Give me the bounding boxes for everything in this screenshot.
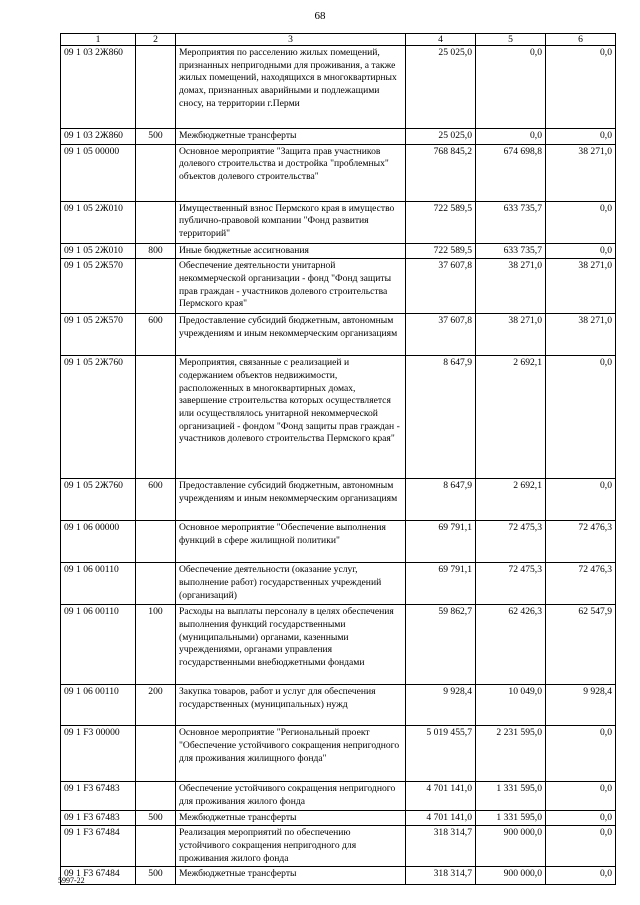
value-cell: 0,0 <box>546 479 616 521</box>
value-cell: 8 647,9 <box>406 356 476 479</box>
value-cell: 768 845,2 <box>406 144 476 201</box>
value-cell: 72 475,3 <box>476 563 546 605</box>
name-cell: Обеспечение деятельности унитарной некоммерческой организации - фонд "Фонд защиты прав граждан - участников долевого строительства Пермского края" <box>176 259 406 314</box>
value-cell: 900 000,0 <box>476 826 546 867</box>
header-cell: 6 <box>546 34 616 46</box>
value-cell: 0,0 <box>476 129 546 145</box>
table-row <box>61 726 616 782</box>
budget-table <box>60 33 616 885</box>
table-row <box>61 563 616 605</box>
value-cell: 69 791,1 <box>406 563 476 605</box>
code-cell: 09 1 06 00110 <box>61 563 136 605</box>
table-row <box>61 201 616 243</box>
value-cell: 72 476,3 <box>546 563 616 605</box>
table-row <box>61 129 616 145</box>
code-cell: 09 1 03 2Ж860 <box>61 129 136 145</box>
code-cell: 09 1 F3 67483 <box>61 810 136 826</box>
header-cell: 4 <box>406 34 476 46</box>
value-cell: 69 791,1 <box>406 521 476 563</box>
name-cell: Обеспечение устойчивого сокращения непригодного для проживания жилого фонда <box>176 782 406 810</box>
code-cell: 09 1 05 2Ж010 <box>61 243 136 259</box>
value-cell: 72 475,3 <box>476 521 546 563</box>
type-cell <box>136 201 176 243</box>
code-cell: 09 1 F3 00000 <box>61 726 136 782</box>
type-cell: 800 <box>136 243 176 259</box>
value-cell: 633 735,7 <box>476 243 546 259</box>
value-cell: 38 271,0 <box>546 259 616 314</box>
table-row <box>61 243 616 259</box>
code-cell: 09 1 06 00000 <box>61 521 136 563</box>
value-cell: 2 231 595,0 <box>476 726 546 782</box>
code-cell: 09 1 F3 67483 <box>61 782 136 810</box>
type-cell: 200 <box>136 685 176 726</box>
value-cell: 0,0 <box>546 726 616 782</box>
value-cell: 10 049,0 <box>476 685 546 726</box>
value-cell: 62 426,3 <box>476 605 546 685</box>
header-cell: 1 <box>61 34 136 46</box>
name-cell: Предоставление субсидий бюджетным, автономным учреждениям и иным некоммерческим организациям <box>176 479 406 521</box>
value-cell: 722 589,5 <box>406 201 476 243</box>
type-cell: 500 <box>136 129 176 145</box>
header-cell: 5 <box>476 34 546 46</box>
value-cell: 2 692,1 <box>476 356 546 479</box>
value-cell: 0,0 <box>546 201 616 243</box>
value-cell: 674 698,8 <box>476 144 546 201</box>
type-cell <box>136 144 176 201</box>
value-cell: 38 271,0 <box>546 144 616 201</box>
value-cell: 318 314,7 <box>406 826 476 867</box>
page-number: 68 <box>314 10 326 22</box>
header-cell: 2 <box>136 34 176 46</box>
value-cell: 38 271,0 <box>546 314 616 356</box>
name-cell: Основное мероприятие "Защита прав участников долевого строительства и достройка "проблемных" объектов долевого строительства" <box>176 144 406 201</box>
type-cell <box>136 46 176 129</box>
name-cell: Межбюджетные трансферты <box>176 867 406 885</box>
name-cell: Основное мероприятие "Региональный проект "Обеспечение устойчивого сокращения непригодного для проживания жилищного фонда" <box>176 726 406 782</box>
value-cell: 62 547,9 <box>546 605 616 685</box>
value-cell: 25 025,0 <box>406 129 476 145</box>
header-cell: 3 <box>176 34 406 46</box>
name-cell: Иные бюджетные ассигнования <box>176 243 406 259</box>
table-row <box>61 685 616 726</box>
type-cell <box>136 826 176 867</box>
code-cell: 09 1 05 2Ж570 <box>61 314 136 356</box>
code-cell: 09 1 06 00110 <box>61 685 136 726</box>
code-cell: 09 1 05 2Ж760 <box>61 479 136 521</box>
type-cell <box>136 521 176 563</box>
value-cell: 9 928,4 <box>546 685 616 726</box>
code-cell: 09 1 03 2Ж860 <box>61 46 136 129</box>
value-cell: 0,0 <box>546 782 616 810</box>
name-cell: Предоставление субсидий бюджетным, автономным учреждениям и иным некоммерческим организациям <box>176 314 406 356</box>
value-cell: 4 701 141,0 <box>406 810 476 826</box>
value-cell: 0,0 <box>546 129 616 145</box>
value-cell: 8 647,9 <box>406 479 476 521</box>
code-cell: 09 1 05 2Ж010 <box>61 201 136 243</box>
value-cell: 5 019 455,7 <box>406 726 476 782</box>
value-cell: 1 331 595,0 <box>476 782 546 810</box>
type-cell <box>136 726 176 782</box>
type-cell: 500 <box>136 810 176 826</box>
code-cell: 09 1 F3 67484 <box>61 826 136 867</box>
value-cell: 72 476,3 <box>546 521 616 563</box>
value-cell: 722 589,5 <box>406 243 476 259</box>
type-cell: 600 <box>136 314 176 356</box>
type-cell: 600 <box>136 479 176 521</box>
value-cell: 0,0 <box>476 46 546 129</box>
table-row <box>61 46 616 129</box>
name-cell: Реализация мероприятий по обеспечению устойчивого сокращения непригодного для проживания жилого фонда <box>176 826 406 867</box>
code-cell: 09 1 05 2Ж570 <box>61 259 136 314</box>
name-cell: Обеспечение деятельности (оказание услуг, выполнение работ) государственных учреждений (организаций) <box>176 563 406 605</box>
value-cell: 900 000,0 <box>476 867 546 885</box>
value-cell: 2 692,1 <box>476 479 546 521</box>
value-cell: 25 025,0 <box>406 46 476 129</box>
name-cell: Закупка товаров, работ и услуг для обеспечения государственных (муниципальных) нужд <box>176 685 406 726</box>
name-cell: Межбюджетные трансферты <box>176 810 406 826</box>
name-cell: Имущественный взнос Пермского края в имущество публично-правовой компании "Фонд развития территорий" <box>176 201 406 243</box>
value-cell: 0,0 <box>546 826 616 867</box>
value-cell: 9 928,4 <box>406 685 476 726</box>
table-row <box>61 810 616 826</box>
value-cell: 38 271,0 <box>476 259 546 314</box>
type-cell: 100 <box>136 605 176 685</box>
type-cell <box>136 563 176 605</box>
code-cell: 09 1 F3 67484 <box>61 867 136 885</box>
code-cell: 09 1 06 00110 <box>61 605 136 685</box>
name-cell: Мероприятия, связанные с реализацией и содержанием объектов недвижимости, расположенных в многоквартирных домах, завершение строительства которых осуществляется или осуществлялось унитарной некоммерческой организацией - фондом "Фонд защиты прав граждан - участников долевого строительства Пермского края" <box>176 356 406 479</box>
value-cell: 0,0 <box>546 356 616 479</box>
table-row <box>61 521 616 563</box>
value-cell: 0,0 <box>546 46 616 129</box>
table-row <box>61 826 616 867</box>
value-cell: 633 735,7 <box>476 201 546 243</box>
table-row <box>61 259 616 314</box>
value-cell: 318 314,7 <box>406 867 476 885</box>
value-cell: 4 701 141,0 <box>406 782 476 810</box>
value-cell: 0,0 <box>546 810 616 826</box>
value-cell: 1 331 595,0 <box>476 810 546 826</box>
code-cell: 09 1 05 2Ж760 <box>61 356 136 479</box>
table-row <box>61 479 616 521</box>
name-cell: Основное мероприятие "Обеспечение выполнения функций в сфере жилищной политики" <box>176 521 406 563</box>
type-cell: 500 <box>136 867 176 885</box>
value-cell: 37 607,8 <box>406 314 476 356</box>
type-cell <box>136 259 176 314</box>
value-cell: 37 607,8 <box>406 259 476 314</box>
table-row <box>61 144 616 201</box>
table-row <box>61 605 616 685</box>
value-cell: 0,0 <box>546 867 616 885</box>
value-cell: 59 862,7 <box>406 605 476 685</box>
value-cell: 38 271,0 <box>476 314 546 356</box>
type-cell <box>136 356 176 479</box>
name-cell: Межбюджетные трансферты <box>176 129 406 145</box>
table-row <box>61 782 616 810</box>
value-cell: 0,0 <box>546 243 616 259</box>
table-row <box>61 867 616 885</box>
code-cell: 09 1 05 00000 <box>61 144 136 201</box>
table-row <box>61 314 616 356</box>
footer-code: 5997-22 <box>58 876 85 885</box>
table-row <box>61 356 616 479</box>
header-row <box>61 34 616 46</box>
name-cell: Расходы на выплаты персоналу в целях обеспечения выполнения функций государственными (муниципальными) органами, казенными учреждениями, органами управления государственными внебюджетными фондами <box>176 605 406 685</box>
name-cell: Мероприятия по расселению жилых помещений, признанных непригодными для проживания, а также жилых помещений, находящихся в многоквартирных домах, признанных аварийными и подлежащими сносу, на территории г.Перми <box>176 46 406 129</box>
type-cell <box>136 782 176 810</box>
